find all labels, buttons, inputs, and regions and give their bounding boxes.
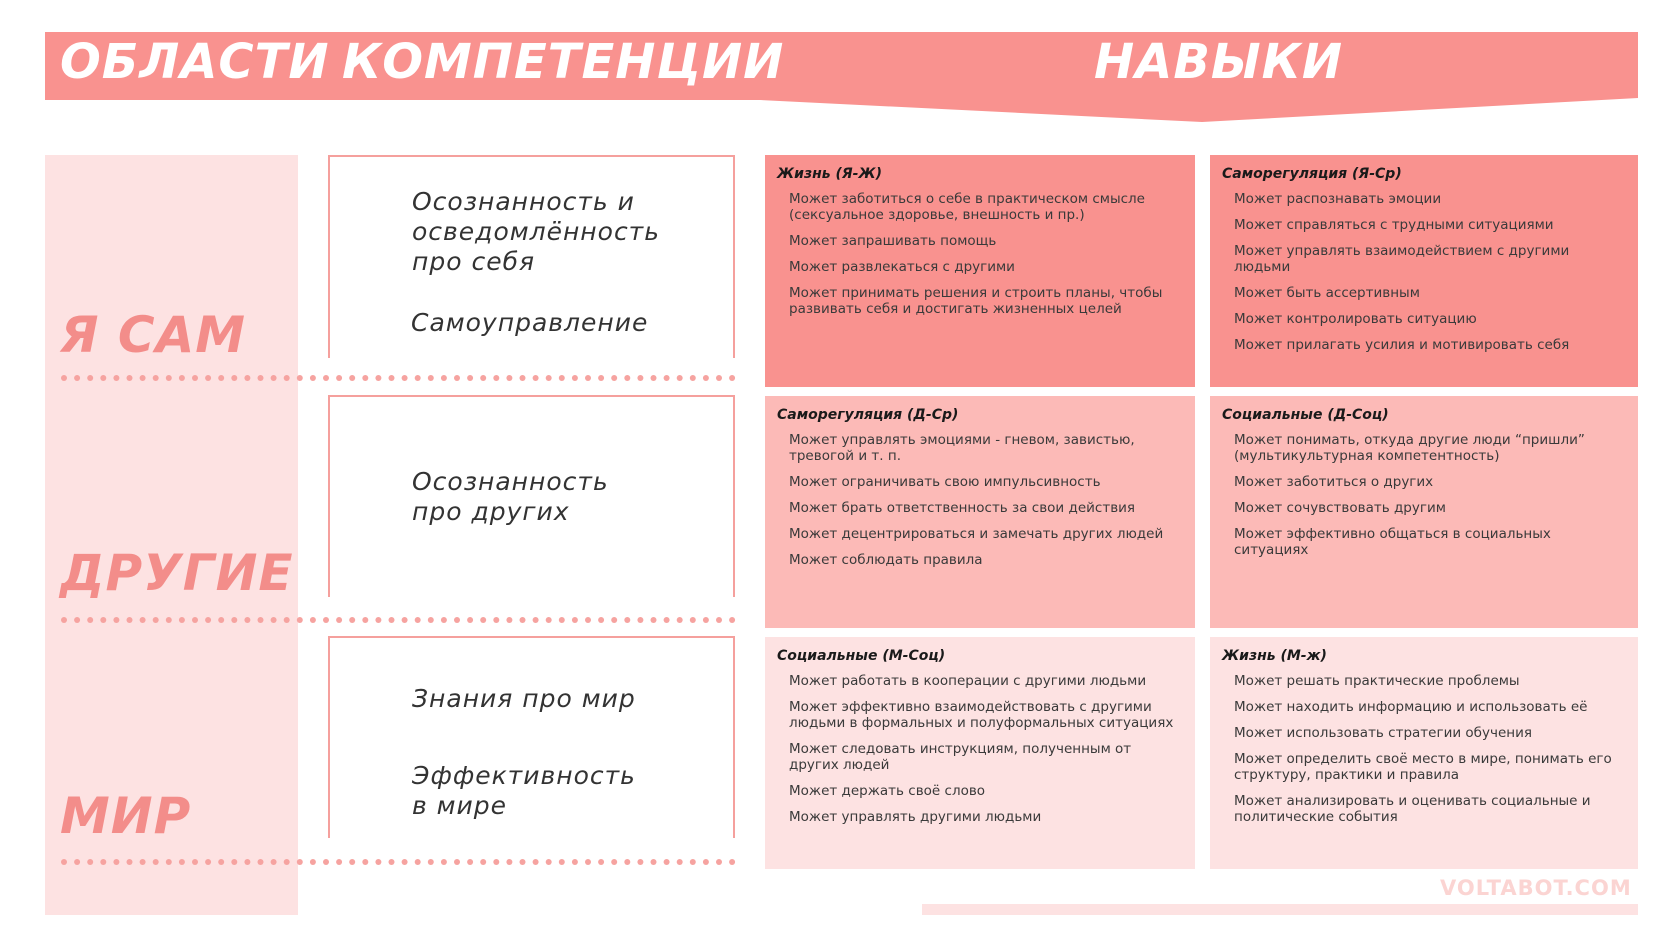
separator-dot: [244, 859, 250, 865]
skill-item: Может контролировать ситуацию: [1234, 311, 1477, 327]
separator-dot: [166, 375, 172, 381]
separator-dot: [140, 617, 146, 623]
separator-dot: [506, 859, 512, 865]
skill-item: Может развлекаться с другими: [789, 259, 1015, 275]
separator-dot: [428, 859, 434, 865]
separator-dot: [493, 617, 499, 623]
separator-dot: [402, 375, 408, 381]
separator-dot: [362, 375, 368, 381]
separator-dot: [74, 375, 80, 381]
competency-box-self: [328, 155, 735, 358]
separator-dot: [572, 375, 578, 381]
skill-item: Может справляться с трудными ситуациями: [1234, 217, 1554, 233]
separator-dot: [310, 375, 316, 381]
separator-dot: [480, 859, 486, 865]
separator-dot: [729, 617, 735, 623]
separator-dot: [624, 375, 630, 381]
separator-dot: [664, 375, 670, 381]
separator-dot: [375, 617, 381, 623]
separator-dot: [559, 859, 565, 865]
separator-dot: [467, 375, 473, 381]
separator-dot: [349, 375, 355, 381]
header-banner: [0, 0, 1680, 125]
separator-dot: [677, 859, 683, 865]
separator-dot: [677, 617, 683, 623]
skill-item: Может заботиться о других: [1234, 474, 1434, 490]
separator-dot: [375, 375, 381, 381]
separator-dot: [546, 617, 552, 623]
skill-item: Может следовать инструкциям, полученным от других людей: [789, 741, 1132, 773]
separator-dot: [441, 375, 447, 381]
skill-item: Может сочувствовать другим: [1234, 500, 1446, 516]
separator-dot: [258, 859, 264, 865]
separator-dot: [323, 617, 329, 623]
separator-dot: [598, 375, 604, 381]
separator-dot: [664, 859, 670, 865]
separator-dot: [480, 375, 486, 381]
skill-item: Может анализировать и оценивать социальные и политические события: [1234, 793, 1591, 825]
separator-dot: [87, 617, 93, 623]
separator-dot: [349, 859, 355, 865]
separator-dot: [310, 617, 316, 623]
skill-item: Может принимать решения и строить планы, чтобы развивать себя и достигать жизненных целей: [789, 285, 1163, 317]
separator-dot: [349, 617, 355, 623]
separator-dot: [153, 375, 159, 381]
skill-item: Может держать своё слово: [789, 783, 986, 799]
separator-dot: [651, 859, 657, 865]
watermark-text: VOLTABOT.COM: [1440, 876, 1632, 900]
competency-world-effectiveness: Эффективность в мире: [412, 761, 636, 820]
separator-dot: [218, 375, 224, 381]
competency-others-awareness: Осознанность про других: [412, 467, 609, 526]
separator-dot: [611, 617, 617, 623]
separator-dot: [441, 859, 447, 865]
separator-dot: [244, 617, 250, 623]
separator-dot: [127, 859, 133, 865]
separator-dot: [480, 617, 486, 623]
separator-dot: [87, 859, 93, 865]
skill-list: [1222, 432, 1626, 558]
separator-dot: [179, 617, 185, 623]
separator-dot: [506, 375, 512, 381]
separator-dot: [546, 375, 552, 381]
separator-dot: [61, 375, 67, 381]
separator-dot: [140, 375, 146, 381]
separator-dot: [113, 859, 119, 865]
separator-dot: [284, 375, 290, 381]
separator-dot: [244, 375, 250, 381]
separator-dot: [297, 859, 303, 865]
skill-item: Может работать в кооперации с другими людьми: [789, 673, 1147, 689]
separator-dot: [703, 859, 709, 865]
skill-item: Может управлять эмоциями - гневом, завистью, тревогой и т. п.: [789, 432, 1135, 464]
separator-dot: [690, 375, 696, 381]
separator-dot: [389, 375, 395, 381]
separator-dot: [74, 617, 80, 623]
separator-dot: [598, 859, 604, 865]
skill-card-others-social: [1210, 396, 1638, 628]
separator-dot: [716, 617, 722, 623]
separator-dot: [533, 617, 539, 623]
area-world-label: МИР: [60, 787, 192, 845]
dotted-separator: [60, 858, 740, 866]
skill-item: Может понимать, откуда другие люди “пришли” (мультикультурная компетентность): [1234, 432, 1585, 464]
separator-dot: [690, 617, 696, 623]
separator-dot: [323, 859, 329, 865]
separator-dot: [100, 375, 106, 381]
separator-dot: [611, 859, 617, 865]
separator-dot: [336, 859, 342, 865]
separator-dot: [467, 859, 473, 865]
separator-dot: [402, 859, 408, 865]
competency-box-world: [328, 636, 735, 838]
separator-dot: [690, 859, 696, 865]
separator-dot: [336, 617, 342, 623]
skill-item: Может брать ответственность за свои действия: [789, 500, 1136, 516]
separator-dot: [664, 617, 670, 623]
separator-dot: [467, 617, 473, 623]
separator-dot: [310, 859, 316, 865]
separator-dot: [323, 375, 329, 381]
separator-dot: [454, 617, 460, 623]
separator-dot: [624, 617, 630, 623]
separator-dot: [218, 617, 224, 623]
separator-dot: [493, 859, 499, 865]
header-competencies-label: КОМПЕТЕНЦИИ: [342, 34, 785, 90]
skill-item: Может находить информацию и использовать её: [1234, 699, 1588, 715]
separator-dot: [585, 617, 591, 623]
separator-dot: [624, 859, 630, 865]
skill-list: [777, 432, 1183, 568]
separator-dot: [533, 375, 539, 381]
separator-dot: [297, 375, 303, 381]
skill-item: Может запрашивать помощь: [789, 233, 997, 249]
separator-dot: [729, 859, 735, 865]
separator-dot: [258, 617, 264, 623]
separator-dot: [179, 859, 185, 865]
separator-dot: [729, 375, 735, 381]
separator-dot: [192, 617, 198, 623]
separator-dot: [454, 375, 460, 381]
area-self-label: Я САМ: [60, 306, 247, 364]
competency-self-management: Самоуправление: [411, 308, 649, 337]
separator-dot: [389, 859, 395, 865]
separator-dot: [651, 375, 657, 381]
separator-dot: [611, 375, 617, 381]
separator-dot: [87, 375, 93, 381]
separator-dot: [637, 859, 643, 865]
separator-dot: [205, 375, 211, 381]
separator-dot: [375, 859, 381, 865]
separator-dot: [572, 617, 578, 623]
separator-dot: [520, 375, 526, 381]
skill-card-title: Жизнь (М-ж): [1222, 648, 1327, 664]
separator-dot: [389, 617, 395, 623]
separator-dot: [192, 859, 198, 865]
separator-dot: [415, 859, 421, 865]
separator-dot: [271, 617, 277, 623]
skill-card-self-life: [765, 155, 1195, 387]
separator-dot: [100, 617, 106, 623]
skill-item: Может управлять другими людьми: [789, 809, 1042, 825]
separator-dot: [100, 859, 106, 865]
skill-item: Может управлять взаимодействием с другими людьми: [1234, 243, 1570, 275]
skill-item: Может эффективно общаться в социальных ситуациях: [1234, 526, 1551, 558]
separator-dot: [415, 617, 421, 623]
separator-dot: [716, 375, 722, 381]
skill-card-title: Жизнь (Я-Ж): [777, 166, 883, 182]
separator-dot: [258, 375, 264, 381]
separator-dot: [637, 375, 643, 381]
separator-dot: [441, 617, 447, 623]
separator-dot: [336, 375, 342, 381]
separator-dot: [297, 617, 303, 623]
skill-item: Может децентрироваться и замечать других людей: [789, 526, 1164, 542]
separator-dot: [362, 859, 368, 865]
skill-card-title: Социальные (М-Соц): [777, 648, 946, 664]
skill-list: [1222, 673, 1626, 825]
area-others-label: ДРУГИЕ: [60, 544, 294, 602]
separator-dot: [559, 617, 565, 623]
separator-dot: [127, 375, 133, 381]
competency-box-others: [328, 395, 735, 597]
separator-dot: [231, 375, 237, 381]
separator-dot: [520, 859, 526, 865]
separator-dot: [703, 375, 709, 381]
skill-card-others-regulation: [765, 396, 1195, 628]
skill-card-title: Социальные (Д-Соц): [1222, 407, 1389, 423]
separator-dot: [559, 375, 565, 381]
skill-card-world-social: [765, 637, 1195, 869]
separator-dot: [362, 617, 368, 623]
separator-dot: [585, 859, 591, 865]
separator-dot: [428, 375, 434, 381]
separator-dot: [113, 375, 119, 381]
separator-dot: [231, 617, 237, 623]
bottom-decor-bar: [922, 904, 1638, 915]
skill-card-self-regulation: [1210, 155, 1638, 387]
skill-list: [777, 673, 1183, 825]
separator-dot: [231, 859, 237, 865]
separator-dot: [61, 859, 67, 865]
separator-dot: [284, 859, 290, 865]
dotted-separator: [60, 616, 740, 624]
separator-dot: [716, 859, 722, 865]
separator-dot: [506, 617, 512, 623]
separator-dot: [415, 375, 421, 381]
separator-dot: [113, 617, 119, 623]
separator-dot: [205, 617, 211, 623]
competency-self-awareness: Осознанность и осведомлённость про себя: [412, 187, 660, 276]
separator-dot: [166, 617, 172, 623]
separator-dot: [572, 859, 578, 865]
separator-dot: [205, 859, 211, 865]
separator-dot: [153, 617, 159, 623]
separator-dot: [533, 859, 539, 865]
separator-dot: [585, 375, 591, 381]
skill-item: Может определить своё место в мире, понимать его структуру, практики и правила: [1234, 751, 1612, 783]
separator-dot: [127, 617, 133, 623]
separator-dot: [546, 859, 552, 865]
skill-card-title: Саморегуляция (Я-Ср): [1222, 166, 1402, 182]
separator-dot: [677, 375, 683, 381]
skill-item: Может использовать стратегии обучения: [1234, 725, 1532, 741]
skill-item: Может заботиться о себе в практическом смысле (сексуальное здоровье, внешность и пр.): [789, 191, 1145, 223]
skill-list: [1222, 191, 1626, 353]
separator-dot: [454, 859, 460, 865]
skill-item: Может решать практические проблемы: [1234, 673, 1520, 689]
skill-item: Может соблюдать правила: [789, 552, 983, 568]
separator-dot: [637, 617, 643, 623]
skill-item: Может распознавать эмоции: [1234, 191, 1442, 207]
separator-dot: [140, 859, 146, 865]
separator-dot: [271, 859, 277, 865]
separator-dot: [402, 617, 408, 623]
separator-dot: [166, 859, 172, 865]
separator-dot: [192, 375, 198, 381]
separator-dot: [74, 859, 80, 865]
separator-dot: [218, 859, 224, 865]
skill-item: Может ограничивать свою импульсивность: [789, 474, 1101, 490]
separator-dot: [598, 617, 604, 623]
skill-card-title: Саморегуляция (Д-Ср): [777, 407, 959, 423]
skill-item: Может быть ассертивным: [1234, 285, 1420, 301]
separator-dot: [271, 375, 277, 381]
separator-dot: [153, 859, 159, 865]
separator-dot: [651, 617, 657, 623]
separator-dot: [61, 617, 67, 623]
header-areas-label: ОБЛАСТИ: [60, 34, 330, 90]
skill-item: Может прилагать усилия и мотивировать себя: [1234, 337, 1570, 353]
separator-dot: [284, 617, 290, 623]
separator-dot: [703, 617, 709, 623]
competency-world-knowledge: Знания про мир: [412, 684, 636, 713]
skill-list: [777, 191, 1183, 317]
separator-dot: [493, 375, 499, 381]
skill-card-world-life: [1210, 637, 1638, 869]
dotted-separator: [60, 374, 740, 382]
separator-dot: [428, 617, 434, 623]
separator-dot: [179, 375, 185, 381]
header-skills-label: НАВЫКИ: [1094, 34, 1344, 90]
separator-dot: [520, 617, 526, 623]
skill-item: Может эффективно взаимодействовать с другими людьми в формальных и полуформальных ситуациях: [789, 699, 1174, 731]
